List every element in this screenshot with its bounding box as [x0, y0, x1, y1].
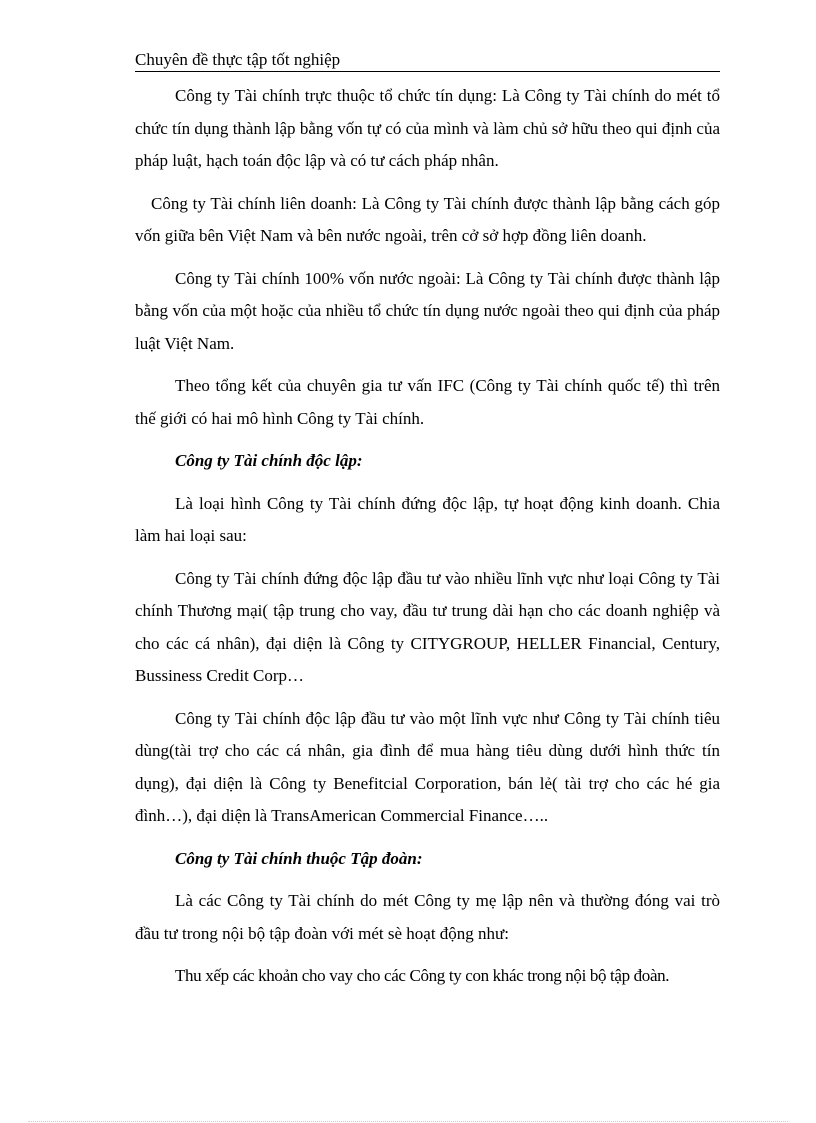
paragraph: Công ty Tài chính độc lập đầu tư vào một lĩnh vực như Công ty Tài chính tiêu dùng(tài trợ cho các cá nhân, gia đình để mua hàng tiêu dùng dưới hình thức tín dụng), đại diện là Công ty Benefitcial Corporation, bán lẻ( tài trợ cho các hé gia đình…), đại diện là TransAmerican Commercial Finance…..: [135, 708, 720, 825]
paragraph: Thu xếp các khoản cho vay cho các Công ty con khác trong nội bộ tập đoàn.: [175, 966, 670, 985]
paragraph: Là các Công ty Tài chính do mét Công ty mẹ lập nên và thường đóng vai trò đầu tư trong nội bộ tập đoàn với mét sè hoạt động như:: [135, 891, 720, 943]
paragraph: Là loại hình Công ty Tài chính đứng độc lập, tự hoạt động kinh doanh. Chia làm hai loại sau:: [135, 493, 720, 545]
footer-divider: [28, 1121, 788, 1122]
paragraph: Công ty Tài chính trực thuộc tổ chức tín dụng: Là Công ty Tài chính do mét tổ chức tín dụng thành lập bằng vốn tự có của mình và làm chủ sở hữu theo qui định của pháp luật, hạch toán độc lập và có tư cách pháp nhân.: [135, 86, 720, 170]
paragraph: Công ty Tài chính liên doanh: Là Công ty Tài chính được thành lập bằng cách góp vốn giữa bên Việt Nam và bên nước ngoài, trên cở sở hợp đồng liên doanh.: [135, 193, 720, 245]
paragraph: Công ty Tài chính 100% vốn nước ngoài: Là Công ty Tài chính được thành lập bằng vốn của một hoặc của nhiều tổ chức tín dụng nước ngoài theo qui định của pháp luật Việt Nam.: [135, 268, 720, 353]
paragraph: Theo tổng kết của chuyên gia tư vấn IFC (Công ty Tài chính quốc tế) thì trên thế giới có hai mô hình Công ty Tài chính.: [135, 376, 720, 428]
page-header: [135, 49, 720, 72]
paragraph: Công ty Tài chính đứng độc lập đầu tư vào nhiều lĩnh vực như loại Công ty Tài chính Thương mại( tập trung cho vay, đầu tư trung dài hạn cho các doanh nghiệp và cho các cá nhân), đại diện là Công ty CITYGROUP, HELLER Financial, Century, Bussiness Credit Corp…: [135, 568, 720, 685]
section-heading: Công ty Tài chính thuộc Tập đoàn:: [175, 848, 423, 868]
document-body: [135, 80, 720, 1003]
section-heading: Công ty Tài chính độc lập:: [175, 451, 363, 470]
header-title: Chuyên đề thực tập tốt nghiệp: [135, 50, 341, 69]
